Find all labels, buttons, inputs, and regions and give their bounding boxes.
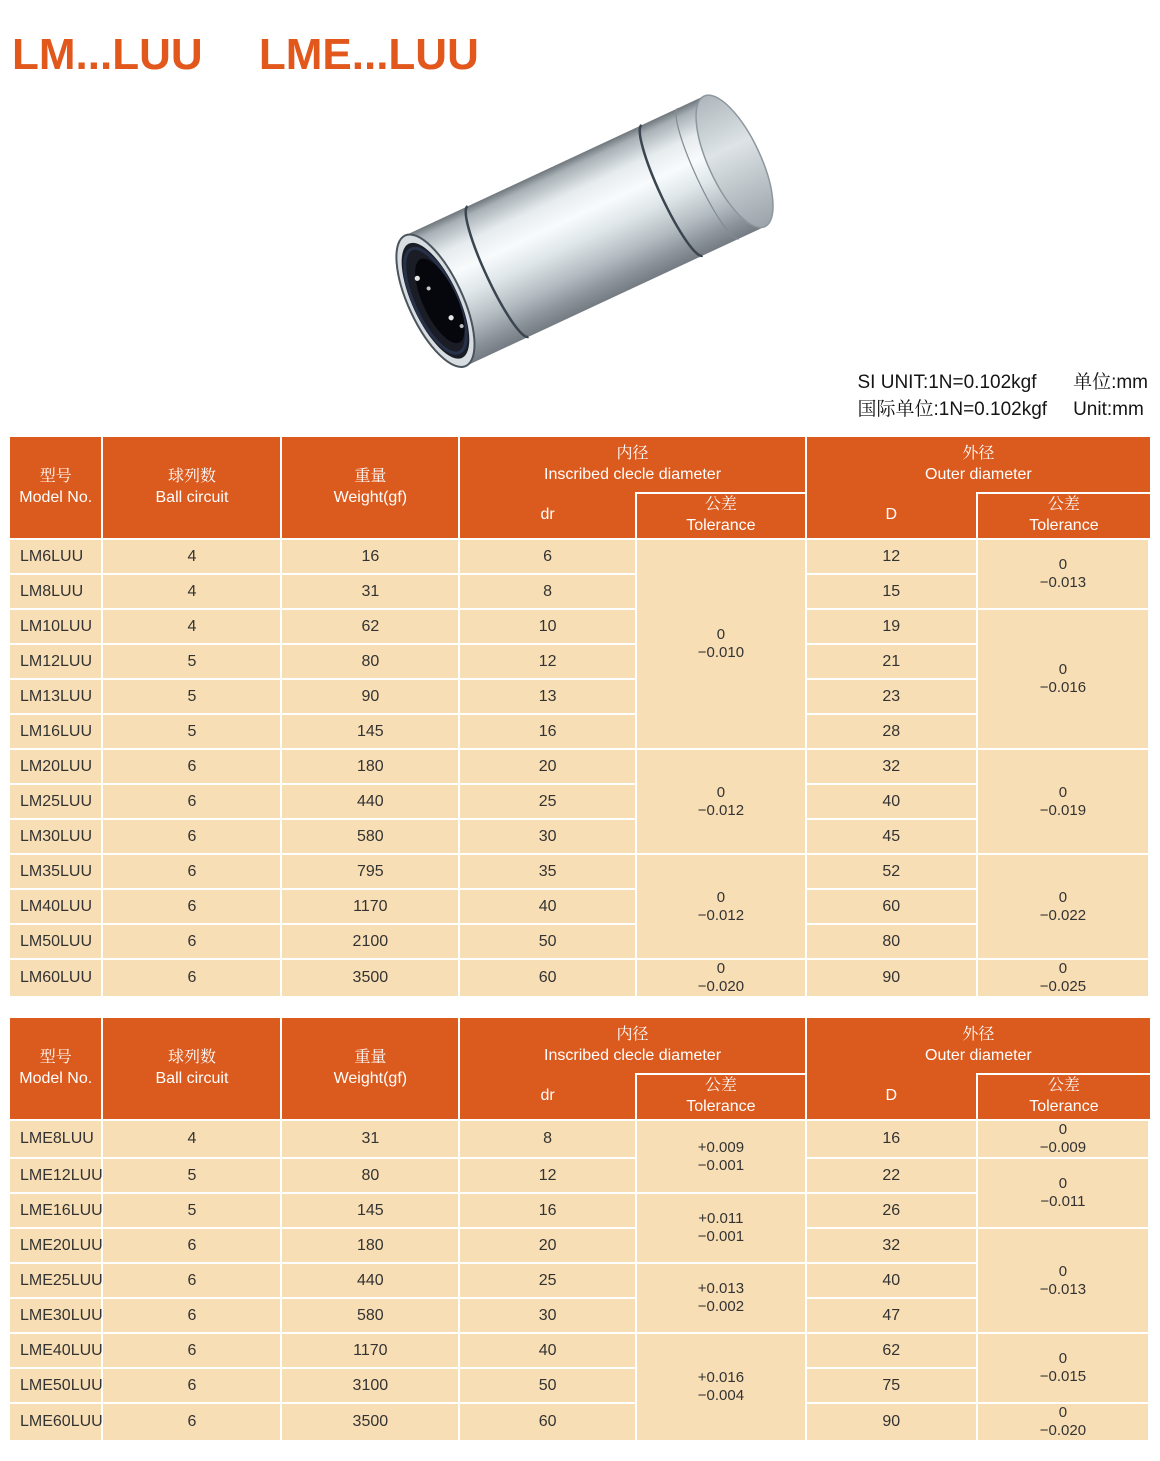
- model-cell: LM50LUU: [10, 925, 103, 960]
- model-header: 型号 Model No.: [10, 1018, 103, 1121]
- table-row: [10, 1404, 1150, 1442]
- weight-cell: 3500: [282, 960, 460, 998]
- unit-note-mm-cn: 单位:mm: [1073, 372, 1148, 393]
- d-cell: 26: [807, 1194, 978, 1229]
- ball-circuit-cell: 5: [103, 645, 282, 680]
- weight-cell: 62: [282, 610, 460, 645]
- ball-circuit-cell: 6: [103, 1299, 282, 1334]
- ball-circuit-cell: 4: [103, 1121, 282, 1159]
- bearing-cylinder: [381, 88, 789, 377]
- dr-cell: 16: [460, 1194, 637, 1229]
- dr-cell: 60: [460, 1404, 637, 1442]
- d-tolerance-cell: 0 −0.022: [978, 855, 1150, 960]
- ball-circuit-cell: 6: [103, 960, 282, 998]
- lme-table-header: [10, 1018, 1150, 1121]
- weight-cell: 90: [282, 680, 460, 715]
- ball-circuit-header: 球列数 Ball circuit: [103, 1018, 282, 1121]
- inner-tolerance-header: 公差 Tolerance: [637, 1073, 807, 1121]
- page-title-lme: LME...LUU: [258, 30, 479, 79]
- ball-circuit-cell: 6: [103, 785, 282, 820]
- ball-circuit-cell: 5: [103, 680, 282, 715]
- d-cell: 16: [807, 1121, 978, 1159]
- lm-luu-table: [10, 437, 1150, 998]
- model-cell: LM30LUU: [10, 820, 103, 855]
- dr-cell: 12: [460, 645, 637, 680]
- weight-cell: 2100: [282, 925, 460, 960]
- outer-diameter-group-header: 外径 Outer diameter: [807, 1018, 1150, 1073]
- dr-cell: 8: [460, 575, 637, 610]
- dr-cell: 50: [460, 925, 637, 960]
- d-tolerance-cell: 0 −0.013: [978, 1229, 1150, 1334]
- dr-cell: 6: [460, 540, 637, 575]
- outer-diameter-group-header: 外径 Outer diameter: [807, 437, 1150, 492]
- weight-header: 重量 Weight(gf): [282, 437, 460, 540]
- ball-circuit-cell: 6: [103, 1229, 282, 1264]
- ball-circuit-cell: 6: [103, 890, 282, 925]
- table-row: [10, 1121, 1150, 1159]
- d-cell: 21: [807, 645, 978, 680]
- d-tolerance-cell: 0 −0.025: [978, 960, 1150, 998]
- ball-circuit-cell: 6: [103, 820, 282, 855]
- weight-cell: 80: [282, 1159, 460, 1194]
- d-cell: 22: [807, 1159, 978, 1194]
- dr-tolerance-cell: 0 −0.010: [637, 540, 807, 750]
- ball-circuit-cell: 4: [103, 610, 282, 645]
- lme-table-body: [10, 1121, 1150, 1442]
- model-cell: LM12LUU: [10, 645, 103, 680]
- model-cell: LME50LUU: [10, 1369, 103, 1404]
- dr-cell: 25: [460, 1264, 637, 1299]
- model-cell: LME40LUU: [10, 1334, 103, 1369]
- dr-cell: 10: [460, 610, 637, 645]
- lm-table-header: [10, 437, 1150, 540]
- model-cell: LM6LUU: [10, 540, 103, 575]
- d-tolerance-cell: 0 −0.011: [978, 1159, 1150, 1229]
- d-cell: 60: [807, 890, 978, 925]
- ball-circuit-cell: 5: [103, 715, 282, 750]
- lm-table-body: [10, 540, 1150, 998]
- dr-cell: 30: [460, 1299, 637, 1334]
- table-row: [10, 540, 1150, 575]
- d-cell: 23: [807, 680, 978, 715]
- table-row: [10, 1229, 1150, 1264]
- d-tolerance-cell: 0 −0.016: [978, 610, 1150, 750]
- d-tolerance-cell: 0 −0.020: [978, 1404, 1150, 1442]
- dr-cell: 50: [460, 1369, 637, 1404]
- unit-note-intl: 国际单位:1N=0.102kgf: [857, 398, 1048, 420]
- d-cell: 80: [807, 925, 978, 960]
- ball-circuit-cell: 6: [103, 750, 282, 785]
- weight-cell: 795: [282, 855, 460, 890]
- d-header: D: [807, 492, 978, 540]
- dr-tolerance-cell: 0 −0.020: [637, 960, 807, 998]
- ball-circuit-cell: 4: [103, 575, 282, 610]
- ball-circuit-cell: 4: [103, 540, 282, 575]
- outer-tolerance-header: 公差 Tolerance: [978, 1073, 1150, 1121]
- d-tolerance-cell: 0 −0.019: [978, 750, 1150, 855]
- weight-cell: 580: [282, 1299, 460, 1334]
- d-cell: 32: [807, 750, 978, 785]
- d-cell: 40: [807, 1264, 978, 1299]
- weight-header: 重量 Weight(gf): [282, 1018, 460, 1121]
- dr-cell: 20: [460, 750, 637, 785]
- page-title: [12, 30, 479, 80]
- model-cell: LME8LUU: [10, 1121, 103, 1159]
- d-cell: 47: [807, 1299, 978, 1334]
- unit-note-mm-en: Unit:mm: [1073, 398, 1144, 420]
- weight-cell: 580: [282, 820, 460, 855]
- page-title-lm: LM...LUU: [12, 30, 203, 79]
- model-cell: LM13LUU: [10, 680, 103, 715]
- unit-note-si: SI UNIT:1N=0.102kgf: [857, 372, 1037, 393]
- dr-cell: 16: [460, 715, 637, 750]
- dr-tolerance-cell: 0 −0.012: [637, 750, 807, 855]
- inner-diameter-group-header: 内径 Inscribed clecle diameter: [460, 437, 807, 492]
- table-row: [10, 610, 1150, 645]
- d-cell: 12: [807, 540, 978, 575]
- dr-cell: 60: [460, 960, 637, 998]
- dr-tolerance-cell: +0.013 −0.002: [637, 1264, 807, 1334]
- model-cell: LM10LUU: [10, 610, 103, 645]
- dr-tolerance-cell: +0.009 −0.001: [637, 1121, 807, 1194]
- weight-cell: 16: [282, 540, 460, 575]
- weight-cell: 180: [282, 1229, 460, 1264]
- ball-circuit-cell: 6: [103, 1334, 282, 1369]
- model-cell: LME60LUU: [10, 1404, 103, 1442]
- d-cell: 52: [807, 855, 978, 890]
- outer-tolerance-header: 公差 Tolerance: [978, 492, 1150, 540]
- d-cell: 28: [807, 715, 978, 750]
- weight-cell: 145: [282, 1194, 460, 1229]
- model-cell: LM40LUU: [10, 890, 103, 925]
- weight-cell: 3500: [282, 1404, 460, 1442]
- d-tolerance-cell: 0 −0.009: [978, 1121, 1150, 1159]
- model-cell: LME12LUU: [10, 1159, 103, 1194]
- dr-tolerance-cell: +0.011 −0.001: [637, 1194, 807, 1264]
- weight-cell: 3100: [282, 1369, 460, 1404]
- d-cell: 90: [807, 960, 978, 998]
- d-cell: 15: [807, 575, 978, 610]
- model-cell: LME16LUU: [10, 1194, 103, 1229]
- lme-luu-table: [10, 1018, 1150, 1442]
- dr-cell: 40: [460, 1334, 637, 1369]
- d-cell: 40: [807, 785, 978, 820]
- ball-circuit-cell: 6: [103, 855, 282, 890]
- dr-cell: 25: [460, 785, 637, 820]
- model-header: 型号 Model No.: [10, 437, 103, 540]
- table-row: [10, 1334, 1150, 1369]
- model-cell: LM8LUU: [10, 575, 103, 610]
- d-tolerance-cell: 0 −0.013: [978, 540, 1150, 610]
- inner-diameter-group-header: 内径 Inscribed clecle diameter: [460, 1018, 807, 1073]
- model-cell: LME30LUU: [10, 1299, 103, 1334]
- d-cell: 19: [807, 610, 978, 645]
- ball-circuit-cell: 6: [103, 1369, 282, 1404]
- weight-cell: 440: [282, 785, 460, 820]
- dr-cell: 30: [460, 820, 637, 855]
- model-cell: LME25LUU: [10, 1264, 103, 1299]
- d-cell: 90: [807, 1404, 978, 1442]
- ball-circuit-cell: 5: [103, 1194, 282, 1229]
- model-cell: LM60LUU: [10, 960, 103, 998]
- weight-cell: 145: [282, 715, 460, 750]
- table-row: [10, 750, 1150, 785]
- weight-cell: 180: [282, 750, 460, 785]
- ball-circuit-header: 球列数 Ball circuit: [103, 437, 282, 540]
- model-cell: LME20LUU: [10, 1229, 103, 1264]
- dr-tolerance-cell: +0.016 −0.004: [637, 1334, 807, 1442]
- weight-cell: 31: [282, 1121, 460, 1159]
- ball-circuit-cell: 5: [103, 1159, 282, 1194]
- inner-tolerance-header: 公差 Tolerance: [637, 492, 807, 540]
- dr-cell: 40: [460, 890, 637, 925]
- dr-cell: 8: [460, 1121, 637, 1159]
- weight-cell: 1170: [282, 1334, 460, 1369]
- model-cell: LM35LUU: [10, 855, 103, 890]
- table-row: [10, 960, 1150, 998]
- dr-tolerance-cell: 0 −0.012: [637, 855, 807, 960]
- dr-header: dr: [460, 492, 637, 540]
- d-cell: 75: [807, 1369, 978, 1404]
- weight-cell: 31: [282, 575, 460, 610]
- weight-cell: 80: [282, 645, 460, 680]
- ball-circuit-cell: 6: [103, 1404, 282, 1442]
- ball-circuit-cell: 6: [103, 925, 282, 960]
- d-header: D: [807, 1073, 978, 1121]
- d-cell: 45: [807, 820, 978, 855]
- model-cell: LM25LUU: [10, 785, 103, 820]
- dr-cell: 12: [460, 1159, 637, 1194]
- weight-cell: 1170: [282, 890, 460, 925]
- model-cell: LM16LUU: [10, 715, 103, 750]
- d-tolerance-cell: 0 −0.015: [978, 1334, 1150, 1404]
- table-row: [10, 1159, 1150, 1194]
- d-cell: 62: [807, 1334, 978, 1369]
- table-row: [10, 855, 1150, 890]
- weight-cell: 440: [282, 1264, 460, 1299]
- ball-circuit-cell: 6: [103, 1264, 282, 1299]
- dr-cell: 35: [460, 855, 637, 890]
- product-photo: [360, 88, 810, 378]
- dr-cell: 13: [460, 680, 637, 715]
- unit-note: [858, 371, 1149, 422]
- model-cell: LM20LUU: [10, 750, 103, 785]
- d-cell: 32: [807, 1229, 978, 1264]
- dr-header: dr: [460, 1073, 637, 1121]
- dr-cell: 20: [460, 1229, 637, 1264]
